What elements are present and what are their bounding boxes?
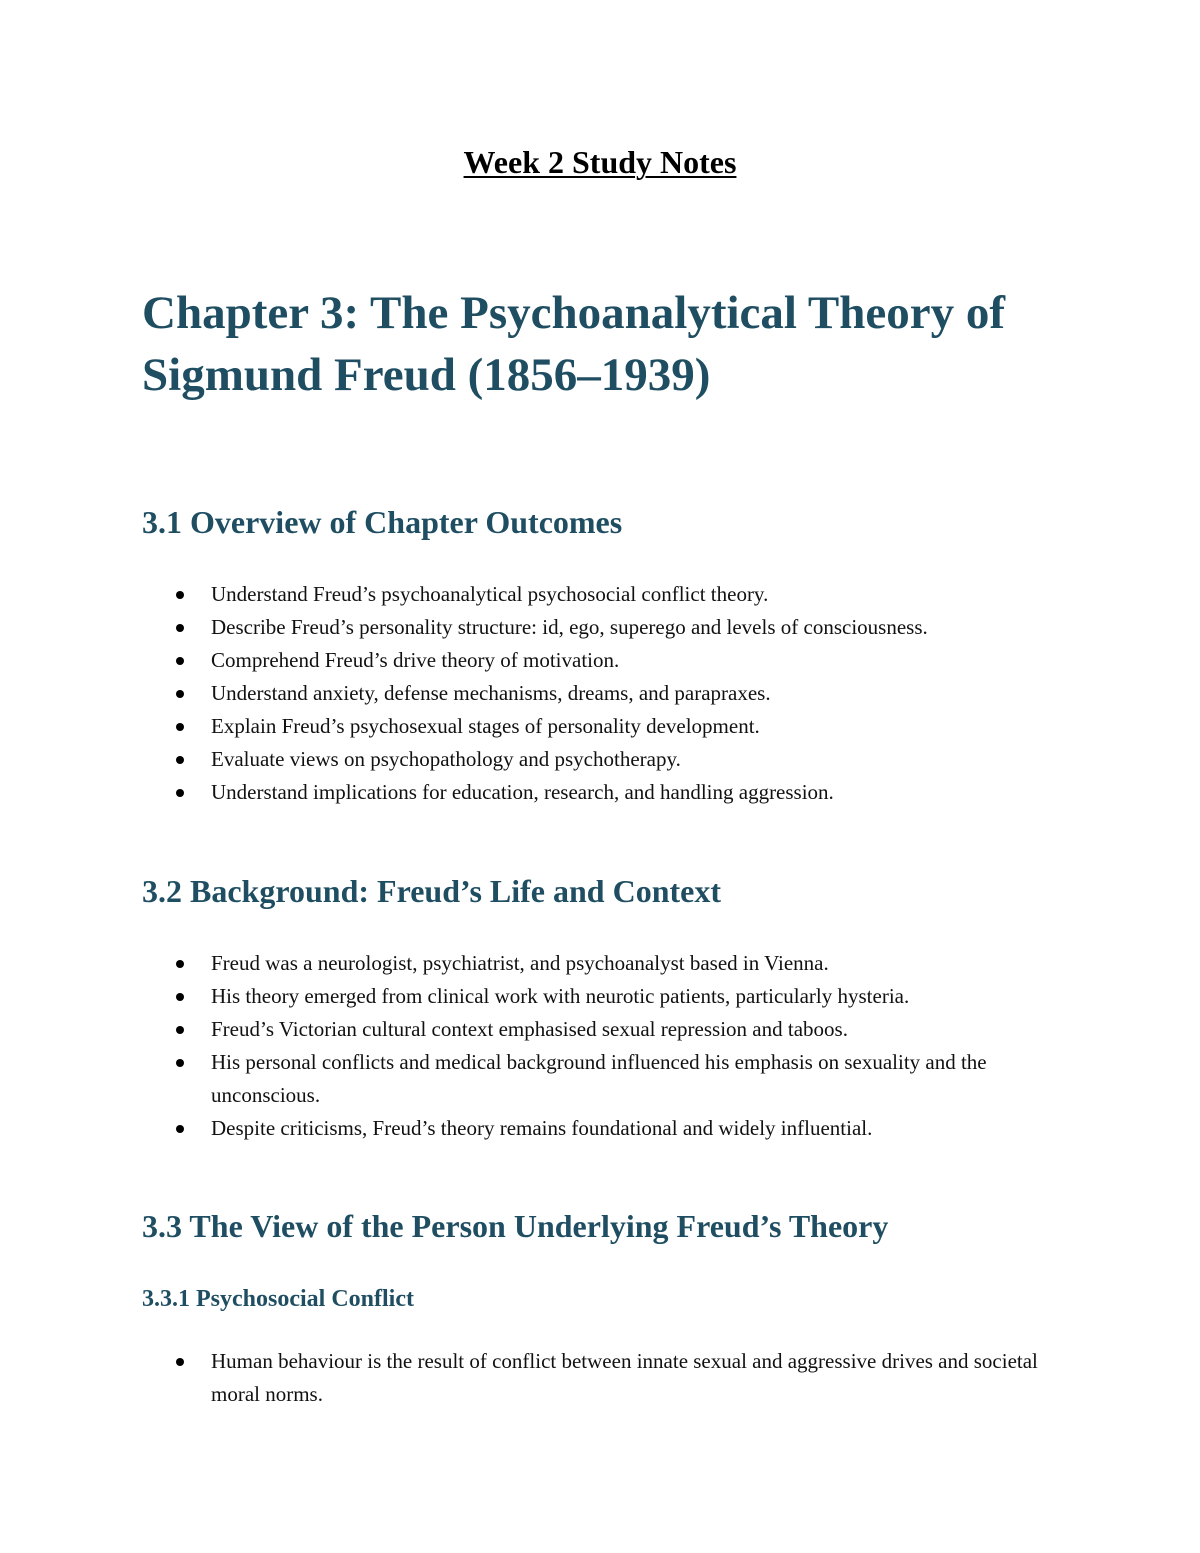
list-item-text: Understand implications for education, research, and handling aggression. [211, 780, 834, 804]
section-heading-3-3: 3.3 The View of the Person Underlying Freud’s Theory [142, 1208, 889, 1244]
list-item [142, 644, 1062, 677]
list-item-text: Comprehend Freud’s drive theory of motivation. [211, 648, 620, 672]
list-item [142, 947, 1062, 980]
list-item [142, 1345, 1062, 1411]
list-item [142, 980, 1062, 1013]
list-item-text: Freud was a neurologist, psychiatrist, and psychoanalyst based in Vienna. [211, 951, 829, 975]
bullet-icon [176, 723, 184, 731]
bullet-icon [176, 1358, 184, 1366]
psychosocial-conflict-list [142, 1345, 1062, 1411]
list-item [142, 710, 1062, 743]
list-item-text: Despite criticisms, Freud’s theory remains foundational and widely influential. [211, 1116, 873, 1140]
document-title: Week 2 Study Notes [463, 144, 737, 180]
bullet-icon [176, 624, 184, 632]
list-item [142, 677, 1062, 710]
section-heading-3-2: 3.2 Background: Freud’s Life and Context [142, 873, 722, 909]
outcomes-list [142, 578, 1062, 809]
list-item-text: Describe Freud’s personality structure: id, ego, superego and levels of consciousness. [211, 615, 928, 639]
bullet-icon [176, 690, 184, 698]
background-list [142, 947, 1062, 1145]
list-item [142, 1046, 1062, 1112]
list-item-text: Understand Freud’s psychoanalytical psychosocial conflict theory. [211, 582, 769, 606]
chapter-title: Chapter 3: The Psychoanalytical Theory of Sigmund Freud (1856–1939) [142, 287, 1005, 401]
list-item-text: Human behaviour is the result of conflict between innate sexual and aggressive drives and societal moral norms. [211, 1349, 1038, 1406]
subsection-heading-3-3-1: 3.3.1 Psychosocial Conflict [142, 1286, 414, 1312]
list-item-text: His theory emerged from clinical work with neurotic patients, particularly hysteria. [211, 984, 910, 1008]
bullet-icon [176, 789, 184, 797]
list-item-text: Explain Freud’s psychosexual stages of personality development. [211, 714, 760, 738]
list-item-text: Understand anxiety, defense mechanisms, dreams, and parapraxes. [211, 681, 771, 705]
list-item [142, 1013, 1062, 1046]
bullet-icon [176, 591, 184, 599]
bullet-icon [176, 1059, 184, 1067]
bullet-icon [176, 993, 184, 1001]
list-item [142, 1112, 1062, 1145]
list-item-text: Evaluate views on psychopathology and psychotherapy. [211, 747, 681, 771]
bullet-icon [176, 756, 184, 764]
bullet-icon [176, 1125, 184, 1133]
list-item [142, 578, 1062, 611]
list-item [142, 743, 1062, 776]
list-item [142, 776, 1062, 809]
section-heading-3-1: 3.1 Overview of Chapter Outcomes [142, 504, 623, 540]
list-item-text: His personal conflicts and medical background influenced his emphasis on sexuality and the unconscious. [211, 1050, 987, 1107]
bullet-icon [176, 960, 184, 968]
bullet-icon [176, 657, 184, 665]
list-item-text: Freud’s Victorian cultural context emphasised sexual repression and taboos. [211, 1017, 848, 1041]
list-item [142, 611, 1062, 644]
bullet-icon [176, 1026, 184, 1034]
